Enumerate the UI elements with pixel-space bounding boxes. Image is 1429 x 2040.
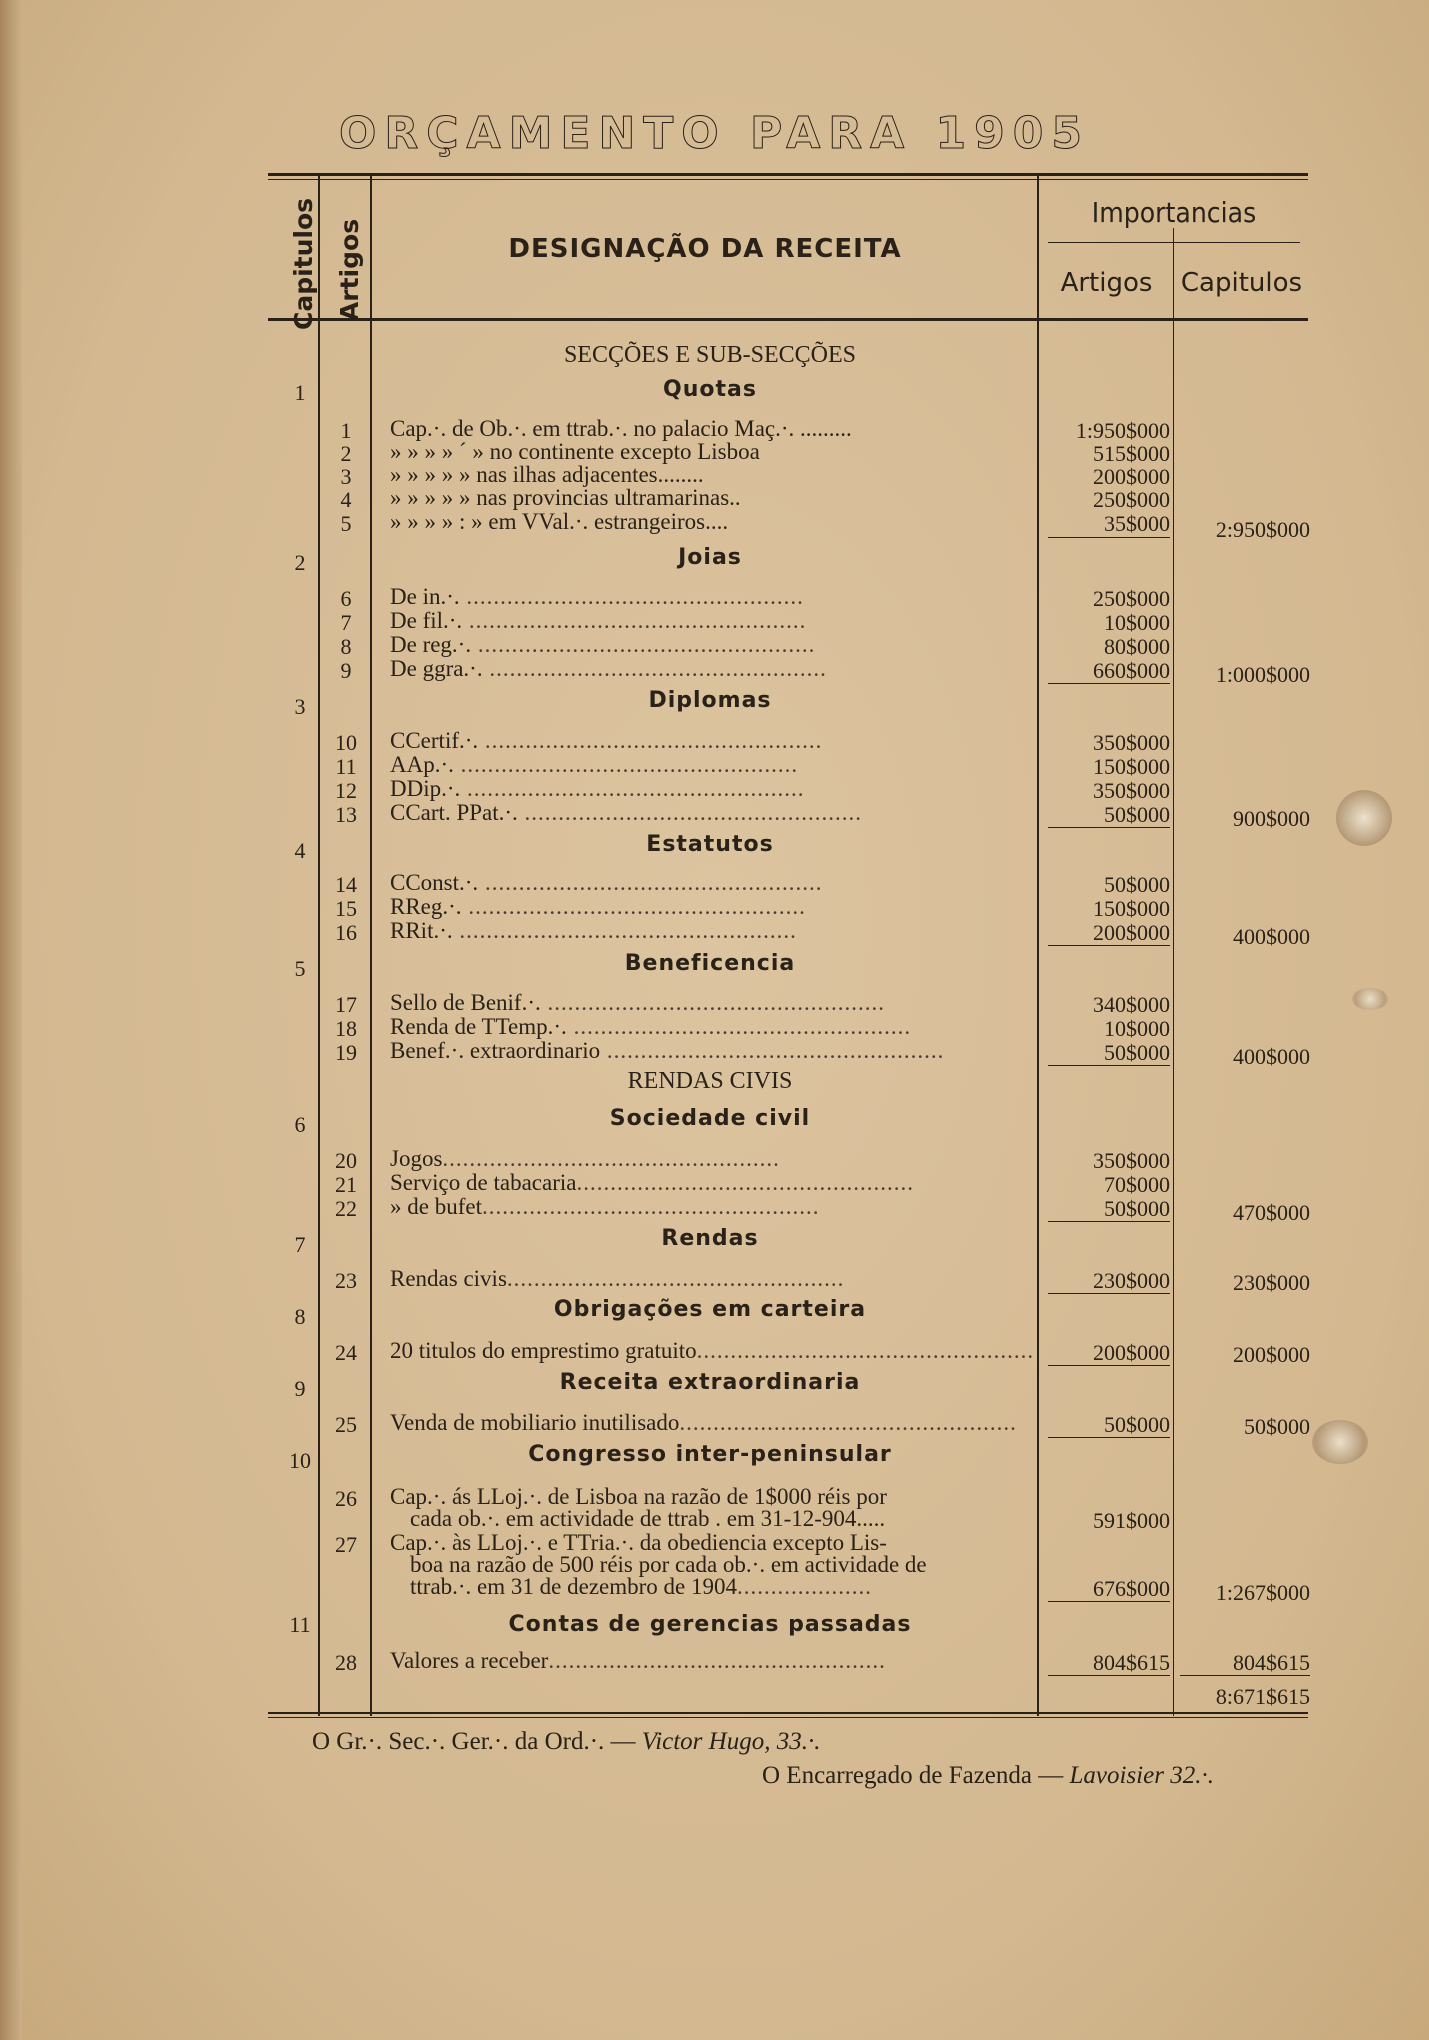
chapter-number: 10 xyxy=(289,1448,311,1473)
row-description: De reg.·. .................................................. xyxy=(390,632,816,657)
row-description: » » » » » nas provincias ultramarinas.. xyxy=(390,485,741,510)
row-description-cont: cada ob.·. em actividade de ttrab . em 31-12-904..... xyxy=(410,1506,886,1531)
row-description: CCart. PPat.·. .................................................. xyxy=(390,800,863,825)
article-amount: 80$000 xyxy=(1104,634,1170,659)
table-bottom-rule-thin xyxy=(268,1717,1308,1718)
header-imp-capitulos: Capitulos xyxy=(1180,268,1303,298)
row-description-cont: boa na razão de 500 réis por cada ob.·. em actividade de xyxy=(410,1552,927,1577)
chapter-total: 804$615 xyxy=(1233,1650,1310,1675)
chapter-number: 6 xyxy=(294,1112,306,1137)
article-amount: 200$000 xyxy=(1093,920,1170,945)
article-number: 4 xyxy=(340,487,352,512)
article-number: 1 xyxy=(340,418,352,443)
article-number: 21 xyxy=(335,1172,357,1197)
header-designacao: DESIGNAÇÃO DA RECEITA xyxy=(508,234,902,264)
article-number: 27 xyxy=(335,1532,357,1557)
group-heading: Estatutos xyxy=(646,832,774,857)
paper-stain xyxy=(1336,790,1392,846)
group-heading: Contas de gerencias passadas xyxy=(508,1612,912,1637)
group-heading: Quotas xyxy=(663,377,757,402)
chapter-number: 4 xyxy=(294,838,306,863)
article-number: 17 xyxy=(335,992,357,1017)
row-description: Benef.·. extraordinario .................................................. xyxy=(390,1038,945,1063)
row-description: Serviço de tabacaria.................................................. xyxy=(390,1170,914,1195)
row-description: RReg.·. .................................................. xyxy=(390,894,806,919)
header-top-rule xyxy=(268,173,1308,176)
article-amount: 591$000 xyxy=(1093,1508,1170,1533)
article-number: 12 xyxy=(335,778,357,803)
row-description: CConst.·. .................................................. xyxy=(390,870,823,895)
article-amount: 660$000 xyxy=(1093,658,1170,683)
article-number: 23 xyxy=(335,1268,357,1293)
row-description: De in.·. .................................................. xyxy=(390,584,804,609)
article-amount: 200$000 xyxy=(1093,1340,1170,1365)
chapter-number: 3 xyxy=(294,694,306,719)
row-description: Cap.·. de Ob.·. em ttrab.·. no palacio Maç.·. ......... xyxy=(390,416,852,441)
table-bottom-rule xyxy=(268,1712,1308,1714)
row-description: Jogos.................................................. xyxy=(390,1146,780,1171)
article-amount: 350$000 xyxy=(1093,778,1170,803)
section-heading: RENDAS CIVIS xyxy=(627,1068,793,1094)
subtotal-rule xyxy=(1048,827,1170,828)
chapter-number: 11 xyxy=(289,1612,311,1637)
row-description: » » » » ´ » no continente excepto Lisboa xyxy=(390,439,760,464)
article-number: 20 xyxy=(335,1148,357,1173)
footer-treasurer: O Encarregado de Fazenda — Lavoisier 32.·. xyxy=(762,1762,1214,1789)
article-number: 25 xyxy=(335,1412,357,1437)
article-amount: 350$000 xyxy=(1093,1148,1170,1173)
row-description: Rendas civis.................................................. xyxy=(390,1266,845,1291)
article-amount: 50$000 xyxy=(1104,1196,1170,1221)
row-description: » » » » : » em VVal.·. estrangeiros.... xyxy=(390,509,729,534)
article-amount: 676$000 xyxy=(1093,1576,1170,1601)
footer-secretary: O Gr.·. Sec.·. Ger.·. da Ord.·. — Victor Hugo, 33.·. xyxy=(312,1728,821,1755)
page-title: ORÇAMENTO PARA 1905 xyxy=(338,108,1090,159)
group-heading: Sociedade civil xyxy=(609,1106,811,1131)
article-number: 7 xyxy=(340,610,352,635)
article-number: 15 xyxy=(335,896,357,921)
group-heading: Joias xyxy=(678,545,742,570)
article-number: 14 xyxy=(335,872,357,897)
col-rule-imp xyxy=(1173,228,1174,1716)
article-number: 2 xyxy=(340,441,352,466)
chapter-total: 400$000 xyxy=(1233,1044,1310,1069)
subtotal-rule xyxy=(1048,1437,1170,1438)
row-description: De ggra.·. .................................................. xyxy=(390,656,827,681)
row-description: Cap.·. às LLoj.·. e TTria.·. da obediencia excepto Lis- xyxy=(390,1530,887,1555)
header-importancias: Importancias xyxy=(1091,196,1257,229)
group-heading: Beneficencia xyxy=(624,951,796,976)
article-number: 16 xyxy=(335,920,357,945)
subtotal-rule xyxy=(1048,683,1170,684)
group-heading: Obrigações em carteira xyxy=(553,1297,867,1322)
row-description: De fil.·. .................................................. xyxy=(390,608,807,633)
chapter-total: 400$000 xyxy=(1233,924,1310,949)
chapter-number: 1 xyxy=(294,380,306,405)
article-amount: 1:950$000 xyxy=(1075,418,1170,443)
article-number: 11 xyxy=(335,754,357,779)
paper-stain xyxy=(1352,988,1388,1010)
article-number: 9 xyxy=(340,658,352,683)
article-amount: 340$000 xyxy=(1093,992,1170,1017)
chapter-number: 5 xyxy=(294,956,306,981)
group-heading: Rendas xyxy=(661,1226,759,1251)
row-description: » de bufet.................................................. xyxy=(390,1194,820,1219)
article-number: 26 xyxy=(335,1486,357,1511)
group-heading: Receita extraordinaria xyxy=(559,1370,861,1395)
chapter-number: 8 xyxy=(294,1304,306,1329)
article-amount: 350$000 xyxy=(1093,730,1170,755)
page-edge xyxy=(0,0,22,2040)
col-rule-art xyxy=(370,176,372,1716)
group-heading: Diplomas xyxy=(648,688,772,713)
chapter-total: 200$000 xyxy=(1233,1342,1310,1367)
article-number: 5 xyxy=(340,511,352,536)
article-number: 24 xyxy=(335,1340,357,1365)
article-amount: 10$000 xyxy=(1104,610,1170,635)
header-imp-artigos: Artigos xyxy=(1060,268,1153,298)
article-amount: 50$000 xyxy=(1104,1040,1170,1065)
subtotal-rule xyxy=(1048,537,1170,538)
article-number: 13 xyxy=(335,802,357,827)
subtotal-rule xyxy=(1048,1365,1170,1366)
chapter-total: 900$000 xyxy=(1233,806,1310,831)
article-number: 3 xyxy=(340,464,352,489)
row-description: » » » » » nas ilhas adjacentes........ xyxy=(390,462,704,487)
chapter-total: 470$000 xyxy=(1233,1200,1310,1225)
article-amount: 250$000 xyxy=(1093,487,1170,512)
article-amount: 150$000 xyxy=(1093,896,1170,921)
header-importancias-rule xyxy=(1048,242,1300,243)
article-amount: 50$000 xyxy=(1104,872,1170,897)
article-number: 10 xyxy=(335,730,357,755)
row-description: Venda de mobiliario inutilisado.................................................. xyxy=(390,1410,1017,1435)
article-number: 8 xyxy=(340,634,352,659)
chapter-number: 2 xyxy=(294,550,306,575)
chapter-total: 2:950$000 xyxy=(1215,517,1310,542)
chapter-total: 1:267$000 xyxy=(1215,1580,1310,1605)
article-amount: 50$000 xyxy=(1104,802,1170,827)
paper-stain xyxy=(1312,1420,1368,1464)
article-amount: 10$000 xyxy=(1104,1016,1170,1041)
article-amount: 515$000 xyxy=(1093,441,1170,466)
chapter-number: 9 xyxy=(294,1376,306,1401)
chapter-total: 50$000 xyxy=(1244,1414,1310,1439)
article-amount: 35$000 xyxy=(1104,511,1170,536)
header-artigos: Artigos xyxy=(335,218,364,322)
article-amount: 230$000 xyxy=(1093,1268,1170,1293)
grand-total: 8:671$615 xyxy=(1215,1684,1310,1709)
subtotal-rule xyxy=(1048,1675,1170,1676)
article-number: 18 xyxy=(335,1016,357,1041)
subtotal-rule xyxy=(1180,1675,1310,1676)
row-description: DDip.·. .................................................. xyxy=(390,776,805,801)
article-number: 28 xyxy=(335,1650,357,1675)
row-description: Cap.·. ás LLoj.·. de Lisboa na razão de 1$000 réis por xyxy=(390,1484,887,1509)
chapter-total: 1:000$000 xyxy=(1215,662,1310,687)
article-amount: 70$000 xyxy=(1104,1172,1170,1197)
article-number: 19 xyxy=(335,1040,357,1065)
row-description: CCertif.·. .................................................. xyxy=(390,728,823,753)
subtotal-rule xyxy=(1048,1601,1170,1602)
header-top-rule-thin xyxy=(268,179,1308,180)
col-rule-cap xyxy=(318,176,320,1716)
row-description: Valores a receber.................................................. xyxy=(390,1648,886,1673)
subtotal-rule xyxy=(1048,945,1170,946)
header-capitulos: Capitulos xyxy=(289,197,318,330)
article-number: 22 xyxy=(335,1196,357,1221)
subtotal-rule xyxy=(1048,1065,1170,1066)
article-amount: 200$000 xyxy=(1093,464,1170,489)
article-amount: 50$000 xyxy=(1104,1412,1170,1437)
row-description: Renda de TTemp.·. .................................................. xyxy=(390,1014,912,1039)
row-description: AAp.·. .................................................. xyxy=(390,752,799,777)
row-description: 20 titulos do emprestimo gratuito.................................................. xyxy=(390,1338,1035,1363)
chapter-total: 230$000 xyxy=(1233,1270,1310,1295)
group-heading: Congresso inter-peninsular xyxy=(528,1442,892,1467)
row-description: Sello de Benif.·. .................................................. xyxy=(390,990,885,1015)
subtotal-rule xyxy=(1048,1293,1170,1294)
section-heading: SECÇÕES E SUB-SECÇÕES xyxy=(563,342,857,368)
subtotal-rule xyxy=(1048,1221,1170,1222)
article-amount: 150$000 xyxy=(1093,754,1170,779)
header-bottom-rule xyxy=(268,318,1308,321)
row-description-cont: ttrab.·. em 31 de dezembro de 1904.................... xyxy=(410,1574,872,1599)
article-amount: 250$000 xyxy=(1093,586,1170,611)
article-number: 6 xyxy=(340,586,352,611)
row-description: RRit.·. .................................................. xyxy=(390,918,797,943)
chapter-number: 7 xyxy=(294,1232,306,1257)
article-amount: 804$615 xyxy=(1093,1650,1170,1675)
